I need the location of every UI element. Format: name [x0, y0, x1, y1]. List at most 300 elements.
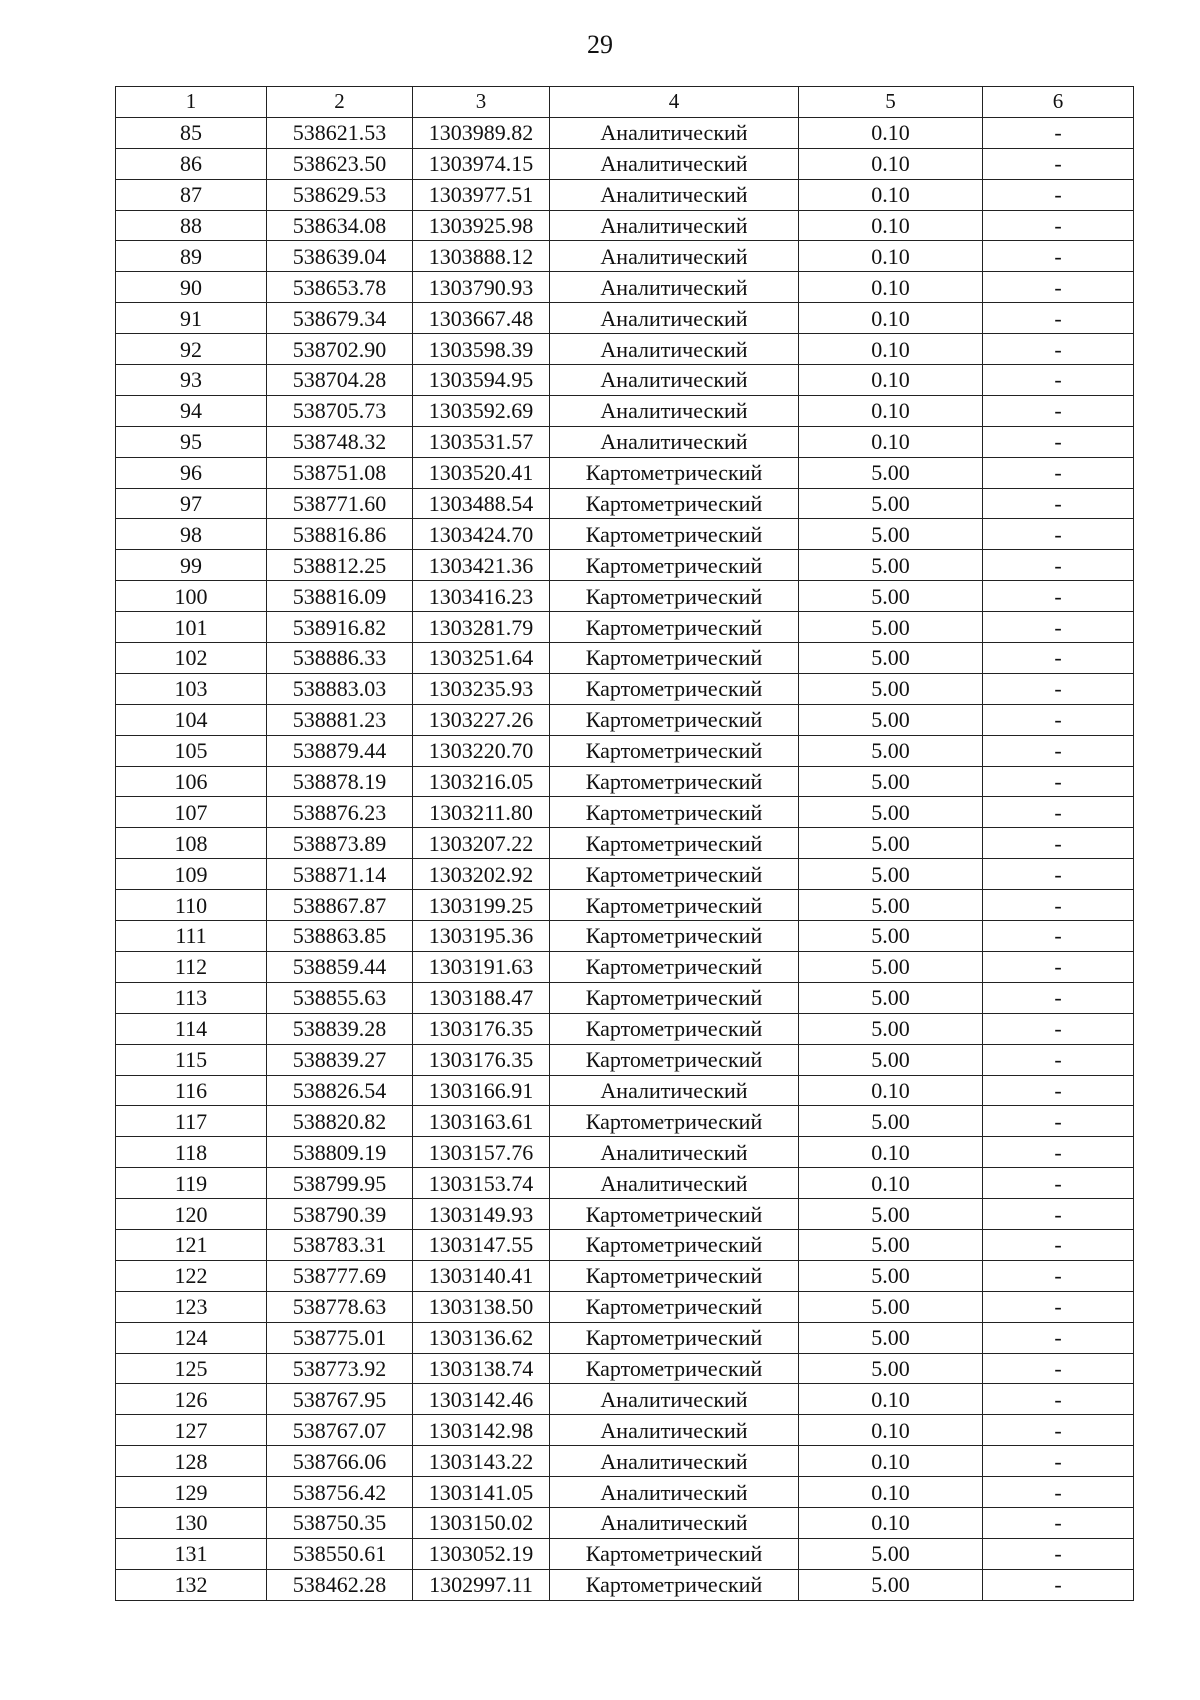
table-row [116, 921, 1134, 952]
point-number-cell: 95 [116, 426, 267, 457]
table-row [116, 612, 1134, 643]
x-coordinate-cell: 538756.42 [267, 1477, 413, 1508]
table-row [116, 766, 1134, 797]
note-cell: - [983, 1075, 1134, 1106]
point-number-cell: 119 [116, 1168, 267, 1199]
point-number-cell: 116 [116, 1075, 267, 1106]
method-cell: Аналитический [550, 1168, 799, 1199]
accuracy-cell: 5.00 [799, 982, 983, 1013]
table-row [116, 519, 1134, 550]
accuracy-cell: 5.00 [799, 921, 983, 952]
note-cell: - [983, 488, 1134, 519]
note-cell: - [983, 1507, 1134, 1538]
table-row [116, 1538, 1134, 1569]
note-cell: - [983, 890, 1134, 921]
method-cell: Аналитический [550, 179, 799, 210]
x-coordinate-cell: 538883.03 [267, 673, 413, 704]
table-row [116, 1446, 1134, 1477]
note-cell: - [983, 828, 1134, 859]
method-cell: Аналитический [550, 1446, 799, 1477]
accuracy-cell: 5.00 [799, 550, 983, 581]
y-coordinate-cell: 1303416.23 [413, 581, 550, 612]
note-cell: - [983, 148, 1134, 179]
method-cell: Аналитический [550, 148, 799, 179]
x-coordinate-cell: 538702.90 [267, 334, 413, 365]
accuracy-cell: 5.00 [799, 1106, 983, 1137]
method-cell: Аналитический [550, 1384, 799, 1415]
note-cell: - [983, 519, 1134, 550]
method-cell: Картометрический [550, 1322, 799, 1353]
method-cell: Картометрический [550, 890, 799, 921]
point-number-cell: 126 [116, 1384, 267, 1415]
x-coordinate-cell: 538704.28 [267, 365, 413, 396]
y-coordinate-cell: 1303153.74 [413, 1168, 550, 1199]
method-cell: Картометрический [550, 581, 799, 612]
accuracy-cell: 0.10 [799, 334, 983, 365]
table-row [116, 179, 1134, 210]
x-coordinate-cell: 538799.95 [267, 1168, 413, 1199]
accuracy-cell: 0.10 [799, 1075, 983, 1106]
table-row [116, 581, 1134, 612]
point-number-cell: 117 [116, 1106, 267, 1137]
table-row [116, 550, 1134, 581]
table-row [116, 982, 1134, 1013]
accuracy-cell: 5.00 [799, 457, 983, 488]
accuracy-cell: 5.00 [799, 1291, 983, 1322]
accuracy-cell: 5.00 [799, 1229, 983, 1260]
point-number-cell: 104 [116, 704, 267, 735]
point-number-cell: 122 [116, 1260, 267, 1291]
accuracy-cell: 5.00 [799, 519, 983, 550]
column-header-2: 2 [267, 87, 413, 118]
x-coordinate-cell: 538873.89 [267, 828, 413, 859]
table-row [116, 1569, 1134, 1600]
point-number-cell: 109 [116, 859, 267, 890]
x-coordinate-cell: 538881.23 [267, 704, 413, 735]
x-coordinate-cell: 538750.35 [267, 1507, 413, 1538]
page-number: 29 [587, 30, 613, 59]
y-coordinate-cell: 1303138.50 [413, 1291, 550, 1322]
note-cell: - [983, 1168, 1134, 1199]
y-coordinate-cell: 1303424.70 [413, 519, 550, 550]
column-header-1: 1 [116, 87, 267, 118]
x-coordinate-cell: 538859.44 [267, 951, 413, 982]
note-cell: - [983, 550, 1134, 581]
table-row [116, 859, 1134, 890]
note-cell: - [983, 735, 1134, 766]
accuracy-cell: 5.00 [799, 859, 983, 890]
note-cell: - [983, 1044, 1134, 1075]
x-coordinate-cell: 538773.92 [267, 1353, 413, 1384]
note-cell: - [983, 612, 1134, 643]
table-body [116, 117, 1134, 1600]
method-cell: Картометрический [550, 766, 799, 797]
table-header-row [116, 87, 1134, 118]
accuracy-cell: 5.00 [799, 1569, 983, 1600]
note-cell: - [983, 1384, 1134, 1415]
method-cell: Картометрический [550, 951, 799, 982]
note-cell: - [983, 1446, 1134, 1477]
point-number-cell: 103 [116, 673, 267, 704]
method-cell: Аналитический [550, 395, 799, 426]
method-cell: Картометрический [550, 1260, 799, 1291]
method-cell: Картометрический [550, 488, 799, 519]
x-coordinate-cell: 538623.50 [267, 148, 413, 179]
x-coordinate-cell: 538621.53 [267, 117, 413, 148]
y-coordinate-cell: 1303147.55 [413, 1229, 550, 1260]
y-coordinate-cell: 1303974.15 [413, 148, 550, 179]
table-row [116, 395, 1134, 426]
x-coordinate-cell: 538867.87 [267, 890, 413, 921]
y-coordinate-cell: 1303149.93 [413, 1199, 550, 1230]
method-cell: Аналитический [550, 1415, 799, 1446]
accuracy-cell: 0.10 [799, 303, 983, 334]
note-cell: - [983, 1106, 1134, 1137]
method-cell: Картометрический [550, 673, 799, 704]
table-row [116, 1415, 1134, 1446]
point-number-cell: 125 [116, 1353, 267, 1384]
y-coordinate-cell: 1303140.41 [413, 1260, 550, 1291]
y-coordinate-cell: 1303176.35 [413, 1044, 550, 1075]
accuracy-cell: 0.10 [799, 395, 983, 426]
column-header-5: 5 [799, 87, 983, 118]
x-coordinate-cell: 538679.34 [267, 303, 413, 334]
point-number-cell: 87 [116, 179, 267, 210]
method-cell: Аналитический [550, 1137, 799, 1168]
point-number-cell: 111 [116, 921, 267, 952]
table-row [116, 365, 1134, 396]
table-row [116, 673, 1134, 704]
method-cell: Картометрический [550, 457, 799, 488]
note-cell: - [983, 457, 1134, 488]
method-cell: Аналитический [550, 426, 799, 457]
point-number-cell: 101 [116, 612, 267, 643]
method-cell: Картометрический [550, 921, 799, 952]
method-cell: Картометрический [550, 612, 799, 643]
accuracy-cell: 5.00 [799, 581, 983, 612]
y-coordinate-cell: 1303195.36 [413, 921, 550, 952]
y-coordinate-cell: 1303220.70 [413, 735, 550, 766]
note-cell: - [983, 426, 1134, 457]
note-cell: - [983, 704, 1134, 735]
x-coordinate-cell: 538916.82 [267, 612, 413, 643]
table-row [116, 1384, 1134, 1415]
accuracy-cell: 0.10 [799, 241, 983, 272]
table-row [116, 890, 1134, 921]
x-coordinate-cell: 538839.28 [267, 1013, 413, 1044]
point-number-cell: 94 [116, 395, 267, 426]
table-row [116, 1199, 1134, 1230]
point-number-cell: 88 [116, 210, 267, 241]
accuracy-cell: 0.10 [799, 426, 983, 457]
table-row [116, 1229, 1134, 1260]
method-cell: Картометрический [550, 643, 799, 674]
accuracy-cell: 5.00 [799, 704, 983, 735]
point-number-cell: 105 [116, 735, 267, 766]
point-number-cell: 131 [116, 1538, 267, 1569]
method-cell: Картометрический [550, 550, 799, 581]
y-coordinate-cell: 1303531.57 [413, 426, 550, 457]
accuracy-cell: 5.00 [799, 1322, 983, 1353]
column-header-3: 3 [413, 87, 550, 118]
table-row [116, 1260, 1134, 1291]
accuracy-cell: 5.00 [799, 1353, 983, 1384]
x-coordinate-cell: 538876.23 [267, 797, 413, 828]
accuracy-cell: 5.00 [799, 1538, 983, 1569]
accuracy-cell: 0.10 [799, 1415, 983, 1446]
y-coordinate-cell: 1303227.26 [413, 704, 550, 735]
y-coordinate-cell: 1303199.25 [413, 890, 550, 921]
y-coordinate-cell: 1303163.61 [413, 1106, 550, 1137]
note-cell: - [983, 1415, 1134, 1446]
y-coordinate-cell: 1303594.95 [413, 365, 550, 396]
note-cell: - [983, 1260, 1134, 1291]
method-cell: Аналитический [550, 1075, 799, 1106]
accuracy-cell: 5.00 [799, 890, 983, 921]
accuracy-cell: 5.00 [799, 951, 983, 982]
y-coordinate-cell: 1303421.36 [413, 550, 550, 581]
note-cell: - [983, 921, 1134, 952]
x-coordinate-cell: 538783.31 [267, 1229, 413, 1260]
table-row [116, 1353, 1134, 1384]
x-coordinate-cell: 538809.19 [267, 1137, 413, 1168]
accuracy-cell: 0.10 [799, 272, 983, 303]
x-coordinate-cell: 538462.28 [267, 1569, 413, 1600]
coordinates-table [115, 86, 1134, 1601]
x-coordinate-cell: 538634.08 [267, 210, 413, 241]
x-coordinate-cell: 538767.95 [267, 1384, 413, 1415]
accuracy-cell: 0.10 [799, 210, 983, 241]
note-cell: - [983, 797, 1134, 828]
y-coordinate-cell: 1303157.76 [413, 1137, 550, 1168]
note-cell: - [983, 766, 1134, 797]
point-number-cell: 121 [116, 1229, 267, 1260]
point-number-cell: 85 [116, 117, 267, 148]
accuracy-cell: 0.10 [799, 1446, 983, 1477]
point-number-cell: 120 [116, 1199, 267, 1230]
x-coordinate-cell: 538705.73 [267, 395, 413, 426]
x-coordinate-cell: 538653.78 [267, 272, 413, 303]
method-cell: Аналитический [550, 241, 799, 272]
note-cell: - [983, 303, 1134, 334]
column-header-4: 4 [550, 87, 799, 118]
y-coordinate-cell: 1303176.35 [413, 1013, 550, 1044]
point-number-cell: 115 [116, 1044, 267, 1075]
accuracy-cell: 5.00 [799, 1260, 983, 1291]
accuracy-cell: 0.10 [799, 148, 983, 179]
table-row [116, 797, 1134, 828]
method-cell: Картометрический [550, 1538, 799, 1569]
method-cell: Аналитический [550, 1507, 799, 1538]
y-coordinate-cell: 1303488.54 [413, 488, 550, 519]
y-coordinate-cell: 1303188.47 [413, 982, 550, 1013]
table-row [116, 488, 1134, 519]
accuracy-cell: 5.00 [799, 488, 983, 519]
table-row [116, 951, 1134, 982]
table-row [116, 303, 1134, 334]
y-coordinate-cell: 1303281.79 [413, 612, 550, 643]
note-cell: - [983, 1229, 1134, 1260]
table-row [116, 828, 1134, 859]
note-cell: - [983, 982, 1134, 1013]
table-row [116, 1106, 1134, 1137]
accuracy-cell: 0.10 [799, 1137, 983, 1168]
accuracy-cell: 5.00 [799, 612, 983, 643]
method-cell: Картометрический [550, 797, 799, 828]
note-cell: - [983, 859, 1134, 890]
note-cell: - [983, 643, 1134, 674]
point-number-cell: 110 [116, 890, 267, 921]
y-coordinate-cell: 1303191.63 [413, 951, 550, 982]
note-cell: - [983, 1477, 1134, 1508]
table-row [116, 1507, 1134, 1538]
accuracy-cell: 5.00 [799, 828, 983, 859]
point-number-cell: 102 [116, 643, 267, 674]
accuracy-cell: 5.00 [799, 1199, 983, 1230]
point-number-cell: 132 [116, 1569, 267, 1600]
point-number-cell: 90 [116, 272, 267, 303]
note-cell: - [983, 581, 1134, 612]
table-row [116, 1477, 1134, 1508]
accuracy-cell: 0.10 [799, 179, 983, 210]
method-cell: Картометрический [550, 1569, 799, 1600]
point-number-cell: 93 [116, 365, 267, 396]
method-cell: Аналитический [550, 334, 799, 365]
table-row [116, 1291, 1134, 1322]
table-row [116, 1168, 1134, 1199]
y-coordinate-cell: 1303143.22 [413, 1446, 550, 1477]
y-coordinate-cell: 1303251.64 [413, 643, 550, 674]
method-cell: Картометрический [550, 1044, 799, 1075]
table-row [116, 426, 1134, 457]
accuracy-cell: 5.00 [799, 766, 983, 797]
y-coordinate-cell: 1303207.22 [413, 828, 550, 859]
accuracy-cell: 0.10 [799, 1384, 983, 1415]
table-row [116, 148, 1134, 179]
y-coordinate-cell: 1303925.98 [413, 210, 550, 241]
accuracy-cell: 5.00 [799, 797, 983, 828]
note-cell: - [983, 1013, 1134, 1044]
note-cell: - [983, 365, 1134, 396]
point-number-cell: 124 [116, 1322, 267, 1353]
point-number-cell: 123 [116, 1291, 267, 1322]
table-row [116, 1044, 1134, 1075]
x-coordinate-cell: 538775.01 [267, 1322, 413, 1353]
accuracy-cell: 0.10 [799, 117, 983, 148]
method-cell: Картометрический [550, 859, 799, 890]
note-cell: - [983, 1353, 1134, 1384]
method-cell: Картометрический [550, 982, 799, 1013]
method-cell: Картометрический [550, 519, 799, 550]
accuracy-cell: 5.00 [799, 643, 983, 674]
note-cell: - [983, 673, 1134, 704]
x-coordinate-cell: 538751.08 [267, 457, 413, 488]
y-coordinate-cell: 1303667.48 [413, 303, 550, 334]
x-coordinate-cell: 538886.33 [267, 643, 413, 674]
point-number-cell: 96 [116, 457, 267, 488]
x-coordinate-cell: 538812.25 [267, 550, 413, 581]
x-coordinate-cell: 538871.14 [267, 859, 413, 890]
method-cell: Аналитический [550, 272, 799, 303]
x-coordinate-cell: 538816.86 [267, 519, 413, 550]
method-cell: Картометрический [550, 828, 799, 859]
method-cell: Картометрический [550, 735, 799, 766]
note-cell: - [983, 1199, 1134, 1230]
y-coordinate-cell: 1303977.51 [413, 179, 550, 210]
note-cell: - [983, 395, 1134, 426]
point-number-cell: 100 [116, 581, 267, 612]
y-coordinate-cell: 1303989.82 [413, 117, 550, 148]
point-number-cell: 108 [116, 828, 267, 859]
y-coordinate-cell: 1303592.69 [413, 395, 550, 426]
note-cell: - [983, 1322, 1134, 1353]
note-cell: - [983, 210, 1134, 241]
note-cell: - [983, 117, 1134, 148]
accuracy-cell: 5.00 [799, 1013, 983, 1044]
point-number-cell: 127 [116, 1415, 267, 1446]
x-coordinate-cell: 538878.19 [267, 766, 413, 797]
y-coordinate-cell: 1303235.93 [413, 673, 550, 704]
point-number-cell: 98 [116, 519, 267, 550]
table-row [116, 1013, 1134, 1044]
point-number-cell: 128 [116, 1446, 267, 1477]
x-coordinate-cell: 538767.07 [267, 1415, 413, 1446]
table-row [116, 334, 1134, 365]
note-cell: - [983, 1291, 1134, 1322]
method-cell: Картометрический [550, 1229, 799, 1260]
method-cell: Картометрический [550, 1291, 799, 1322]
note-cell: - [983, 1538, 1134, 1569]
y-coordinate-cell: 1303888.12 [413, 241, 550, 272]
y-coordinate-cell: 1303052.19 [413, 1538, 550, 1569]
y-coordinate-cell: 1303216.05 [413, 766, 550, 797]
method-cell: Картометрический [550, 1199, 799, 1230]
point-number-cell: 106 [116, 766, 267, 797]
point-number-cell: 86 [116, 148, 267, 179]
note-cell: - [983, 1569, 1134, 1600]
point-number-cell: 107 [116, 797, 267, 828]
x-coordinate-cell: 538766.06 [267, 1446, 413, 1477]
table-row [116, 241, 1134, 272]
method-cell: Картометрический [550, 1106, 799, 1137]
point-number-cell: 113 [116, 982, 267, 1013]
note-cell: - [983, 179, 1134, 210]
note-cell: - [983, 272, 1134, 303]
y-coordinate-cell: 1303142.98 [413, 1415, 550, 1446]
x-coordinate-cell: 538790.39 [267, 1199, 413, 1230]
y-coordinate-cell: 1303520.41 [413, 457, 550, 488]
method-cell: Картометрический [550, 1353, 799, 1384]
point-number-cell: 89 [116, 241, 267, 272]
x-coordinate-cell: 538826.54 [267, 1075, 413, 1106]
y-coordinate-cell: 1303141.05 [413, 1477, 550, 1508]
table-row [116, 457, 1134, 488]
x-coordinate-cell: 538771.60 [267, 488, 413, 519]
x-coordinate-cell: 538839.27 [267, 1044, 413, 1075]
note-cell: - [983, 334, 1134, 365]
table-row [116, 704, 1134, 735]
x-coordinate-cell: 538863.85 [267, 921, 413, 952]
accuracy-cell: 0.10 [799, 1477, 983, 1508]
x-coordinate-cell: 538639.04 [267, 241, 413, 272]
table-row [116, 1322, 1134, 1353]
table-row [116, 117, 1134, 148]
x-coordinate-cell: 538879.44 [267, 735, 413, 766]
table-row [116, 735, 1134, 766]
y-coordinate-cell: 1302997.11 [413, 1569, 550, 1600]
accuracy-cell: 5.00 [799, 673, 983, 704]
y-coordinate-cell: 1303142.46 [413, 1384, 550, 1415]
